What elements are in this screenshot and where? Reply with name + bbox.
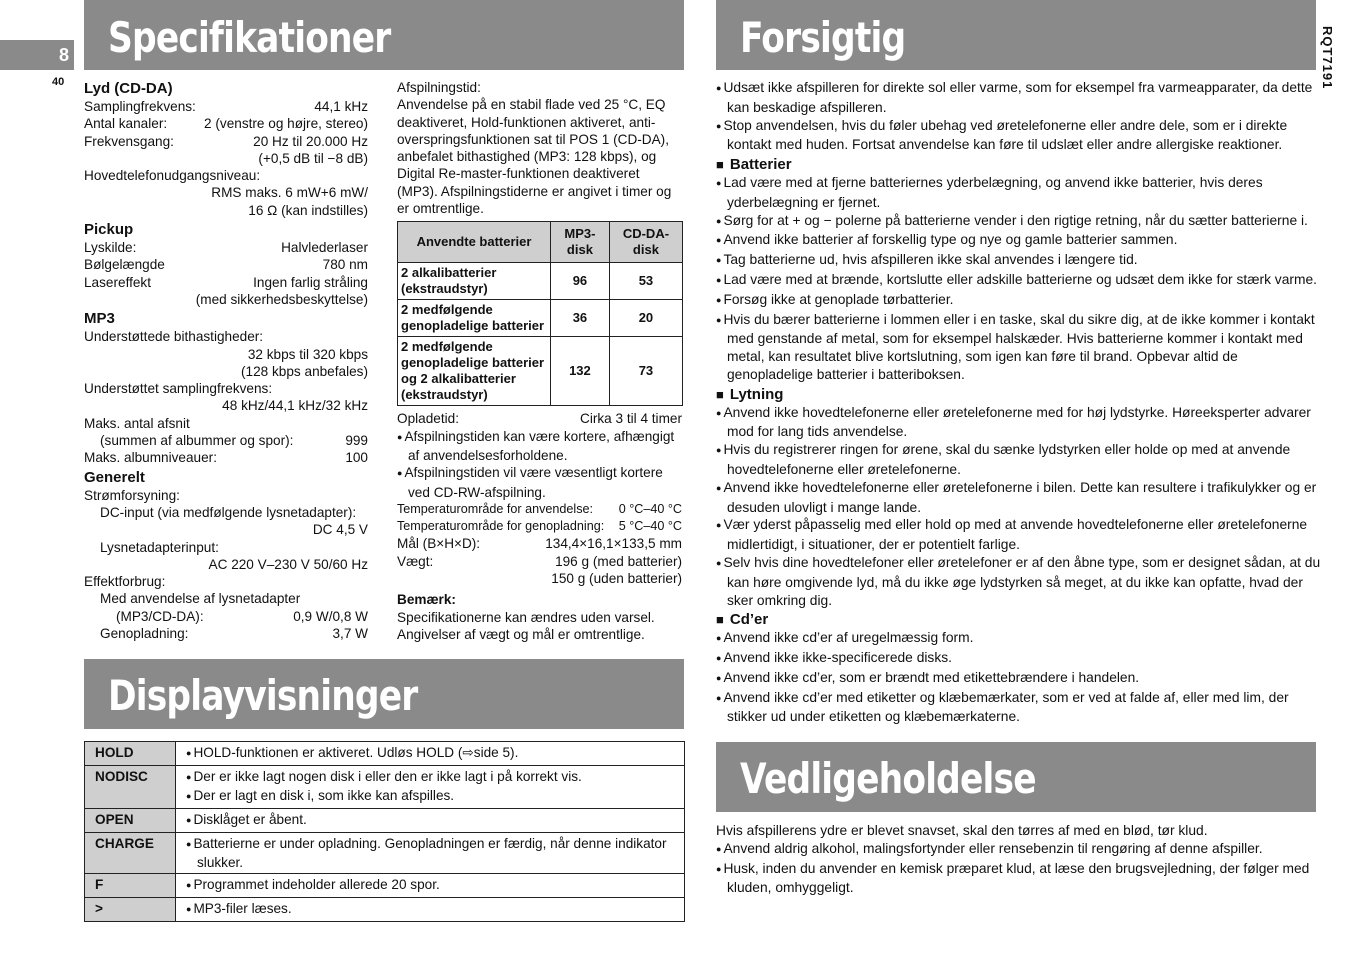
pickup-row-label: Bølgelængde — [84, 257, 165, 273]
battery-header-mp3: MP3-disk — [551, 222, 610, 263]
vedlige-bullet: ● Husk, inden du anvender en kemisk præparet klud, at læse den brugsvejledning, der følger med kluden, omhyggeligt. — [716, 860, 1322, 898]
batterier-bullet: ● Forsøg ikke at genoplade tørbatterier. — [716, 291, 1322, 311]
display-key: CHARGE — [85, 833, 176, 874]
power-label: Strømforsyning: — [84, 487, 180, 503]
forsigtig-bullet: ● Udsæt ikke afspilleren for direkte sol eller varme, som for eksempel fra varmeapparater, da dette kan beskadige afspilleren. — [716, 79, 1322, 117]
mp3-heading: MP3 — [84, 310, 115, 328]
lytning-bullet: ● Selv hvis dine hovedtelefoner eller øretelefoner er af den åbne type, som er designet sådan, at du kan høre omgivende lyd, må du ikke øge lydstyrken så meget, at du ikke kan opfatte, hvad der sker omkring dig. — [716, 554, 1322, 609]
temp-charge-row: Temperaturområde for genopladning: 5 °C–40 °C — [397, 519, 682, 534]
display-desc-line: ● HOLD-funktionen er aktiveret. Udløs HOLD (⇨side 5). — [186, 744, 674, 763]
battery-table-header — [398, 222, 683, 263]
max-tracks-row: (summen af albummer og spor): 999 — [100, 433, 368, 449]
battery-table — [397, 221, 683, 406]
dc-input-value: DC 4,5 V — [312, 522, 368, 538]
forsigtig-bullet: ● Stop anvendelsen, hvis du føler ubehag ved øretelefonerne eller andre dele, som er i direkte kontakt med huden. Fortsat anvendelse kan føre til udslæt eller andre allergiske reaktioner. — [716, 117, 1322, 155]
display-desc-line: ● Disklåget er åbent. — [186, 811, 674, 830]
pickup-rows — [84, 239, 368, 291]
mp3-bitrate-value-2: (128 kbps anbefales) — [241, 363, 368, 379]
temp-use-row: Temperaturområde for anvendelse: 0 °C–40 °C — [397, 501, 682, 516]
dc-input-label: DC-input (via medfølgende lysnetadapter): — [100, 504, 357, 520]
banner-vedligeholdelse: Vedligeholdelse — [716, 742, 1316, 812]
lyd-row-value: 20 Hz til 20.000 Hz — [253, 133, 368, 149]
vedlige-column — [716, 822, 1322, 897]
vedlige-bullet: ● Anvend aldrig alkohol, malingsfortynder eller rensebenzin til rengøring af denne afspiller. — [716, 840, 1322, 860]
forsigtig-intro — [716, 79, 1322, 154]
display-desc-line: ● Batterierne er under opladning. Genopladningen er færdig, når denne indikator slukker. — [186, 835, 674, 871]
display-key: HOLD — [85, 742, 176, 766]
lyd-row-value: 2 (venstre og højre, stereo) — [204, 116, 368, 132]
pickup-row-value: 780 nm — [322, 257, 368, 273]
display-desc-line: ● MP3-filer læses. — [186, 900, 674, 919]
hovedtel-value-1: RMS maks. 6 mW+6 mW/ — [211, 185, 368, 201]
batterier-bullet: ● Lad være med at brænde, kortslutte eller adskille batterierne og udsæt dem ikke for stærk varme. — [716, 271, 1322, 291]
mp3-sampling-label: Understøttet samplingfrekvens: — [84, 381, 273, 397]
display-table — [84, 741, 685, 922]
battery-table-row — [398, 300, 683, 337]
display-row — [85, 742, 685, 766]
lyd-rows — [84, 98, 368, 150]
battery-cd-cell: 53 — [609, 263, 682, 300]
battery-header-type: Anvendte batterier — [398, 222, 551, 263]
battery-table-row — [398, 263, 683, 300]
battery-mp3-cell: 132 — [551, 337, 610, 406]
display-desc — [176, 809, 685, 833]
display-row — [85, 766, 685, 809]
battery-type-cell: 2 medfølgende genopladelige batterier — [398, 300, 551, 337]
battery-cd-cell: 73 — [609, 337, 682, 406]
pickup-heading: Pickup — [84, 221, 134, 239]
side-code: RQT7191 — [1320, 26, 1335, 90]
display-row — [85, 809, 685, 833]
display-desc — [176, 833, 685, 874]
lytning-list — [716, 404, 1322, 610]
cder-bullet: ● Anvend ikke cd’er med etiketter og klæbemærkater, som er ved at falde af, eller med lim, der stikker ud under etiketten og klæbemærkaterne. — [716, 689, 1322, 727]
recharge-consumption-row: Genopladning: 3,7 W — [100, 626, 368, 642]
lytning-bullet: ● Vær yderst påpasselig med eller hold op med at anvende hovedtelefonerne eller øretelefonerne midlertidigt, i situationer, der er potentielt farlige. — [716, 516, 1322, 554]
display-key: > — [85, 898, 176, 922]
mp3-sampling-value: 48 kHz/44,1 kHz/32 kHz — [222, 398, 368, 414]
display-key: F — [85, 874, 176, 898]
note-text: Specifikationerne kan ændres uden varsel. Angivelser af vægt og mål er omtrentlige. — [397, 609, 655, 642]
display-desc — [176, 766, 685, 809]
weight-value-2: 150 g (uden batterier) — [551, 571, 682, 587]
max-tracks-label: Maks. antal afsnit — [84, 415, 190, 431]
mp3-bitrate-value-1: 32 kbps til 320 kbps — [247, 346, 368, 362]
banner-displayvisninger: Displayvisninger — [84, 659, 684, 729]
hovedtel-value-2: 16 Ω (kan indstilles) — [248, 202, 368, 218]
display-key: NODISC — [85, 766, 176, 809]
lyd-row-value: 44,1 kHz — [314, 99, 368, 114]
battery-mp3-cell: 36 — [551, 300, 610, 337]
batterier-heading: ■ Batterier — [716, 156, 1322, 174]
vedlige-bullets — [716, 840, 1322, 897]
display-desc — [176, 874, 685, 898]
display-row — [85, 833, 685, 874]
display-desc-line: ● Der er lagt en disk i, som ikke kan afspilles. — [186, 787, 674, 806]
pickup-row — [84, 256, 368, 273]
page-sub-number: 40 — [52, 76, 65, 88]
battery-type-cell: 2 alkalibatterier (ekstraudstyr) — [398, 263, 551, 300]
lyd-freq-tolerance: (+0,5 dB til −8 dB) — [258, 150, 368, 166]
spec-column-1 — [84, 78, 368, 642]
cder-heading: ■ Cd’er — [716, 611, 1322, 629]
cder-bullet: ● Anvend ikke cd’er, som er brændt med etikettebrændere i handelen. — [716, 669, 1322, 689]
lyd-row-label: Samplingfrekvens: — [84, 99, 196, 114]
consumption-row: (MP3/CD-DA): 0,9 W/0,8 W — [116, 608, 368, 624]
max-album-row: Maks. albumniveauer: 100 — [84, 450, 368, 466]
spec-column-2 — [397, 79, 682, 643]
display-row — [85, 874, 685, 898]
display-desc — [176, 742, 685, 766]
pickup-row — [84, 239, 368, 256]
lyd-row — [84, 133, 368, 150]
pickup-row-label: Lasereffekt — [84, 274, 152, 290]
pickup-note: (med sikkerhedsbeskyttelse) — [195, 291, 368, 307]
consumption-label: Effektforbrug: — [84, 574, 166, 590]
batterier-list — [716, 174, 1322, 384]
batterier-bullet: ● Lad være med at fjerne batteriernes yderbelægning, og anvend ikke batterier, hvis deres yderbelægning er fjernet. — [716, 174, 1322, 212]
charge-time-row: Opladetid: Cirka 3 til 4 timer — [397, 411, 682, 427]
cder-bullet: ● Anvend ikke cd’er af uregelmæssig form. — [716, 629, 1322, 649]
note-heading: Bemærk: — [397, 592, 456, 608]
forsigtig-column — [716, 79, 1322, 726]
battery-header-cd: CD-DA-disk — [609, 222, 682, 263]
generelt-heading: Generelt — [84, 468, 145, 486]
hovedtel-label: Hovedtelefonudgangsniveau: — [84, 168, 261, 184]
banner-forsigtig: Forsigtig — [716, 0, 1316, 70]
lytning-bullet: ● Anvend ikke hovedtelefonerne eller øretelefonerne med for høj lydstyrke. Høreeksperter advarer mod for lang tids anvendelse. — [716, 404, 1322, 442]
pickup-row — [84, 274, 368, 291]
batterier-bullet: ● Anvend ikke batterier af forskellig type og nye og gamle batterier sammen. — [716, 231, 1322, 251]
playtime-text: Anvendelse på en stabil flade ved 25 °C, EQ deaktiveret, Hold-funktionen aktiveret, anti-overspringsfunktionen sat til POS 1 (CD-DA), anbefalet bithastighed (MP3: 128 kbps), og Digital Re-master-funktionen deaktiveret (MP3). Afspilningstiderne er angivet i timer og er omtrentlige. — [397, 97, 672, 217]
lyd-row-label: Frekvensgang: — [84, 133, 174, 149]
lytning-bullet: ● Hvis du registrerer ringen for ørene, skal du sænke lydstyrken eller holde op med at anvende hovedtelefonerne eller øretelefonerne. — [716, 441, 1322, 479]
batterier-bullet: ● Hvis du bærer batterierne i lommen eller i en taske, skal du sikre dig, at de ikke kommer i kontakt med genstande af metal, som for eksempel halskæder. Hvis batterierne kommer i kontakt med metal, kan resultatet blive kortslutning, som igen kan føre til brand. Opbevar altid de genopladelige batterier i batteriboksen. — [716, 311, 1322, 384]
battery-table-row — [398, 337, 683, 406]
weight-row: Vægt: 196 g (med batterier) — [397, 553, 682, 569]
playtime-bullet: ● Afspilningstiden kan være kortere, afhængigt af anvendelsesforholdene. — [397, 428, 682, 465]
pickup-row-value: Halvlederlaser — [281, 240, 368, 256]
page-number: 8 — [58, 45, 69, 65]
lytning-bullet: ● Anvend ikke hovedtelefonerne eller øretelefonerne i bilen. Dette kan resultere i trafikulykker og er desuden ulovligt i mange lande. — [716, 479, 1322, 517]
display-key: OPEN — [85, 809, 176, 833]
battery-type-cell: 2 medfølgende genopladelige batterier og 2 alkalibatterier (ekstraudstyr) — [398, 337, 551, 406]
lyd-row — [84, 98, 368, 115]
display-desc-line: ● Der er ikke lagt nogen disk i eller den er ikke lagt i på korrekt vis. — [186, 768, 674, 787]
batterier-bullet: ● Tag batterierne ud, hvis afspilleren ikke skal anvendes i længere tid. — [716, 251, 1322, 271]
consumption-sub-1: Med anvendelse af lysnetadapter — [100, 591, 301, 607]
lyd-heading: Lyd (CD-DA) — [84, 80, 173, 97]
display-table-body — [85, 742, 685, 922]
lytning-heading: ■ Lytning — [716, 386, 1322, 404]
battery-table-body — [398, 263, 683, 406]
playtime-bullets — [397, 428, 682, 501]
lyd-row — [84, 115, 368, 132]
battery-mp3-cell: 96 — [551, 263, 610, 300]
adapter-input-value: AC 220 V–230 V 50/60 Hz — [208, 556, 368, 572]
dimensions-row: Mål (B×H×D): 134,4×16,1×133,5 mm — [397, 536, 682, 552]
lyd-row-label: Antal kanaler: — [84, 116, 168, 132]
adapter-input-label: Lysnetadapterinput: — [100, 539, 219, 555]
playtime-bullet: ● Afspilningstiden vil være væsentligt kortere ved CD-RW-afspilning. — [397, 464, 682, 501]
display-desc-line: ● Programmet indeholder allerede 20 spor. — [186, 876, 674, 895]
pickup-row-label: Lyskilde: — [84, 240, 137, 256]
playtime-label: Afspilningstid: — [397, 80, 481, 95]
battery-cd-cell: 20 — [609, 300, 682, 337]
vedlige-intro: Hvis afspillerens ydre er blevet snavset, skal den tørres af med en blød, tør klud. — [716, 823, 1208, 838]
cder-bullet: ● Anvend ikke ikke-specificerede disks. — [716, 649, 1322, 669]
cder-list — [716, 629, 1322, 726]
banner-specifikationer: Specifikationer — [84, 0, 684, 70]
batterier-bullet: ● Sørg for at + og − polerne på batterierne vender i den rigtige retning, når du sætter batterierne i. — [716, 212, 1322, 232]
display-desc — [176, 898, 685, 922]
display-row — [85, 898, 685, 922]
mp3-bitrate-label: Understøttede bithastigheder: — [84, 329, 264, 345]
pickup-row-value: Ingen farlig stråling — [253, 274, 368, 290]
